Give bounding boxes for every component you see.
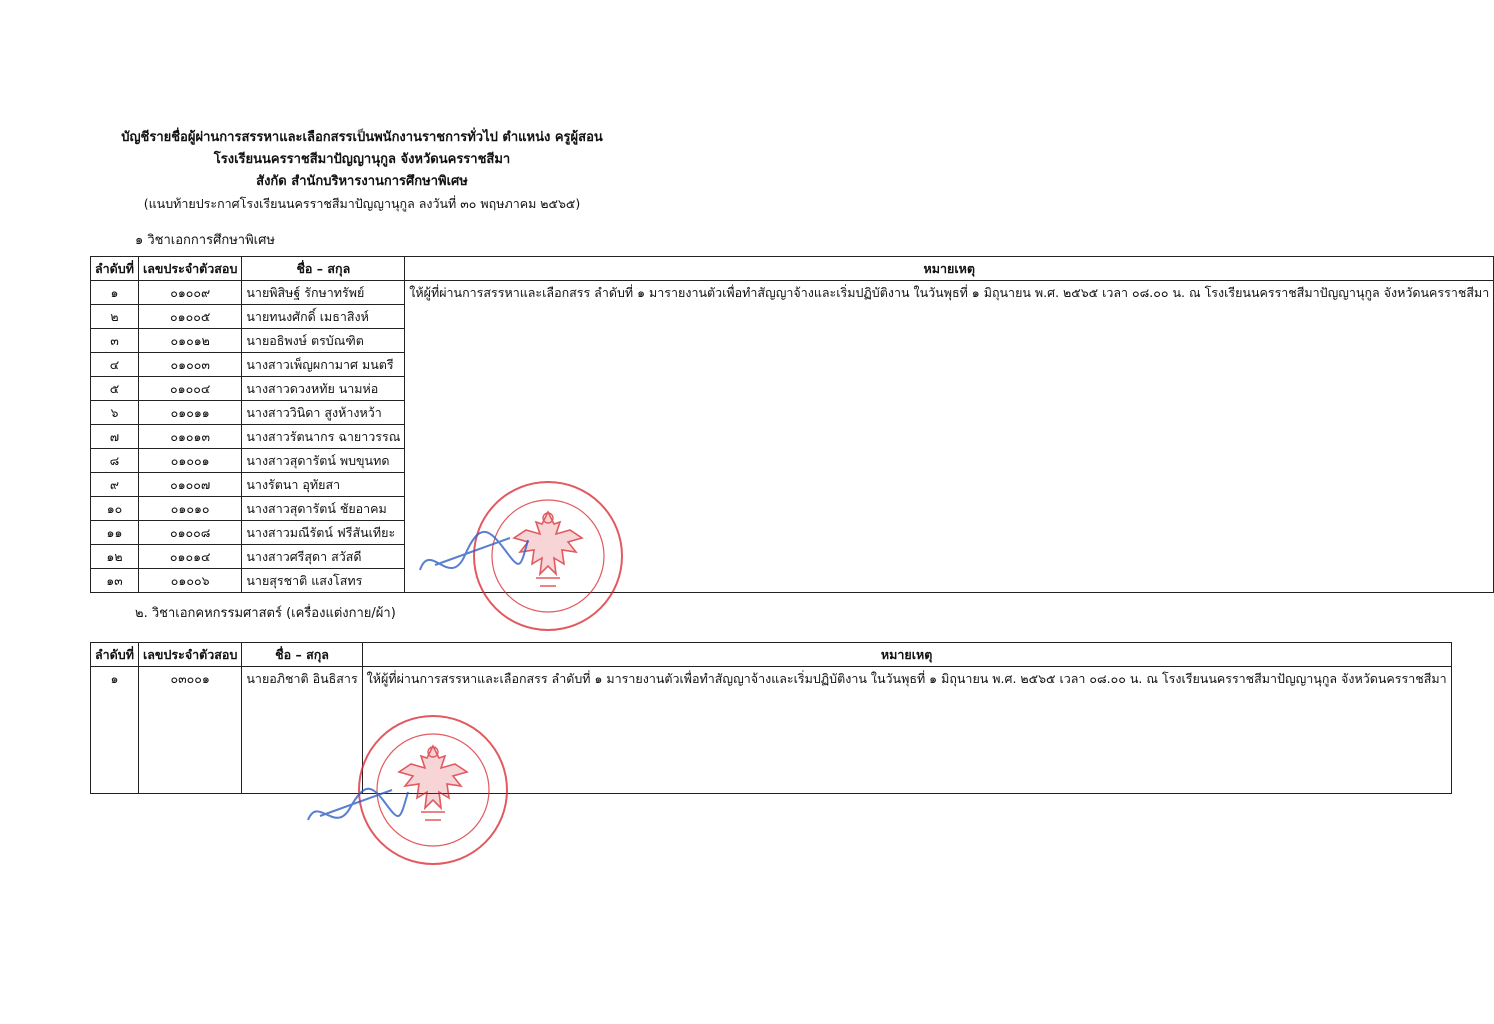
- header-school: โรงเรียนนครราชสีมาปัญญานุกูล จังหวัดนครราชสีมา: [213, 152, 511, 167]
- row-name: นางสาวสุดารัตน์ พบขุนทด: [242, 449, 405, 473]
- col-header-name: ชื่อ – สกุล: [242, 257, 405, 281]
- table-row: [91, 667, 1452, 794]
- col-header-no: ลำดับที่: [91, 257, 139, 281]
- row-name: นายพิสิษฐ์ รักษาทรัพย์: [242, 281, 405, 305]
- header-title: บัญชีรายชื่อผู้ผ่านการสรรหาและเลือกสรรเป็นพนักงานราชการทั่วไป ตำแหน่ง ครูผู้สอน: [121, 130, 603, 145]
- row-no: ๑: [91, 667, 139, 794]
- row-name: นางสาววินิดา สูงห้างหว้า: [242, 401, 405, 425]
- col-header-no: ลำดับที่: [91, 643, 139, 667]
- row-exam-id: ๐๑๐๐๖: [138, 569, 241, 593]
- row-name: นายอภิชาติ อินธิสาร: [242, 667, 362, 794]
- row-exam-id: ๐๑๐๐๓: [138, 353, 241, 377]
- row-no: ๔: [91, 353, 139, 377]
- remark-cell: ให้ผู้ที่ผ่านการสรรหาและเลือกสรร ลำดับที่ ๑ มารายงานตัวเพื่อทำสัญญาจ้างและเริ่มปฏิบัติงาน ในวันพุธที่ ๑ มิถุนายน พ.ศ. ๒๕๖๕ เวลา ๐๘.๐๐ น. ณ โรงเรียนนครราชสีมาปัญญานุกูล จังหวัดนครราชสีมา: [362, 667, 1451, 794]
- row-exam-id: ๐๑๐๑๐: [138, 497, 241, 521]
- row-name: นางสาวมณีรัตน์ ฟรีสันเทียะ: [242, 521, 405, 545]
- row-name: นางสาวรัตนากร ฉายาวรรณ: [242, 425, 405, 449]
- document-header: [0, 127, 724, 215]
- row-no: ๕: [91, 377, 139, 401]
- row-no: ๘: [91, 449, 139, 473]
- row-name: นายสุรชาติ แสงโสทร: [242, 569, 405, 593]
- row-exam-id: ๐๑๐๐๔: [138, 377, 241, 401]
- row-no: ๑: [91, 281, 139, 305]
- row-exam-id: ๐๑๐๐๘: [138, 521, 241, 545]
- row-no: ๑๓: [91, 569, 139, 593]
- row-no: ๑๑: [91, 521, 139, 545]
- col-header-exam-id: เลขประจำตัวสอบ: [138, 643, 241, 667]
- row-no: ๑๒: [91, 545, 139, 569]
- remark-cell: ให้ผู้ที่ผ่านการสรรหาและเลือกสรร ลำดับที่ ๑ มารายงานตัวเพื่อทำสัญญาจ้างและเริ่มปฏิบัติงาน ในวันพุธที่ ๑ มิถุนายน พ.ศ. ๒๕๖๕ เวลา ๐๘.๐๐ น. ณ โรงเรียนนครราชสีมาปัญญานุกูล จังหวัดนครราชสีมา: [405, 281, 1494, 593]
- roster-table-special-education: [90, 256, 1494, 593]
- row-exam-id: ๐๑๐๐๕: [138, 305, 241, 329]
- header-affiliation: สังกัด สำนักบริหารงานการศึกษาพิเศษ: [256, 174, 468, 189]
- section-title-home-economics: ๒. วิชาเอกคหกรรมศาสตร์ (เครื่องแต่งกาย/ผ้า): [135, 606, 396, 621]
- row-no: ๙: [91, 473, 139, 497]
- row-name: นางสาวสุดารัตน์ ชัยอาคม: [242, 497, 405, 521]
- row-no: ๓: [91, 329, 139, 353]
- row-no: ๖: [91, 401, 139, 425]
- row-name: นายทนงศักดิ์ เมธาสิงห์: [242, 305, 405, 329]
- row-no: ๗: [91, 425, 139, 449]
- row-no: ๒: [91, 305, 139, 329]
- col-header-exam-id: เลขประจำตัวสอบ: [138, 257, 241, 281]
- row-name: นางสาวดวงหทัย นามห่อ: [242, 377, 405, 401]
- col-header-name: ชื่อ – สกุล: [242, 643, 362, 667]
- row-exam-id: ๐๑๐๑๑: [138, 401, 241, 425]
- row-exam-id: ๐๑๐๑๔: [138, 545, 241, 569]
- row-name: นางสาวศรีสุดา สวัสดี: [242, 545, 405, 569]
- row-no: ๑๐: [91, 497, 139, 521]
- row-exam-id: ๐๑๐๐๑: [138, 449, 241, 473]
- col-header-remark: หมายเหตุ: [362, 643, 1451, 667]
- row-name: นายอธิพงษ์ ตรบัณฑิต: [242, 329, 405, 353]
- table-header-row: [91, 257, 1494, 281]
- table-row: [91, 281, 1494, 305]
- table-header-row: [91, 643, 1452, 667]
- col-header-remark: หมายเหตุ: [405, 257, 1494, 281]
- row-name: นางสาวเพ็ญผกามาศ มนตรี: [242, 353, 405, 377]
- row-exam-id: ๐๑๐๐๙: [138, 281, 241, 305]
- row-name: นางรัตนา อุทัยสา: [242, 473, 405, 497]
- row-exam-id: ๐๑๐๑๒: [138, 329, 241, 353]
- row-exam-id: ๐๑๐๐๗: [138, 473, 241, 497]
- row-exam-id: ๐๑๐๑๓: [138, 425, 241, 449]
- row-exam-id: ๐๓๐๐๑: [138, 667, 241, 794]
- roster-table-home-economics: [90, 642, 1452, 794]
- section-title-special-education: ๑ วิชาเอกการศึกษาพิเศษ: [135, 233, 275, 248]
- header-annex-note: (แนบท้ายประกาศโรงเรียนนครราชสีมาปัญญานุกูล ลงวันที่ ๓๐ พฤษภาคม ๒๕๖๕): [143, 196, 581, 211]
